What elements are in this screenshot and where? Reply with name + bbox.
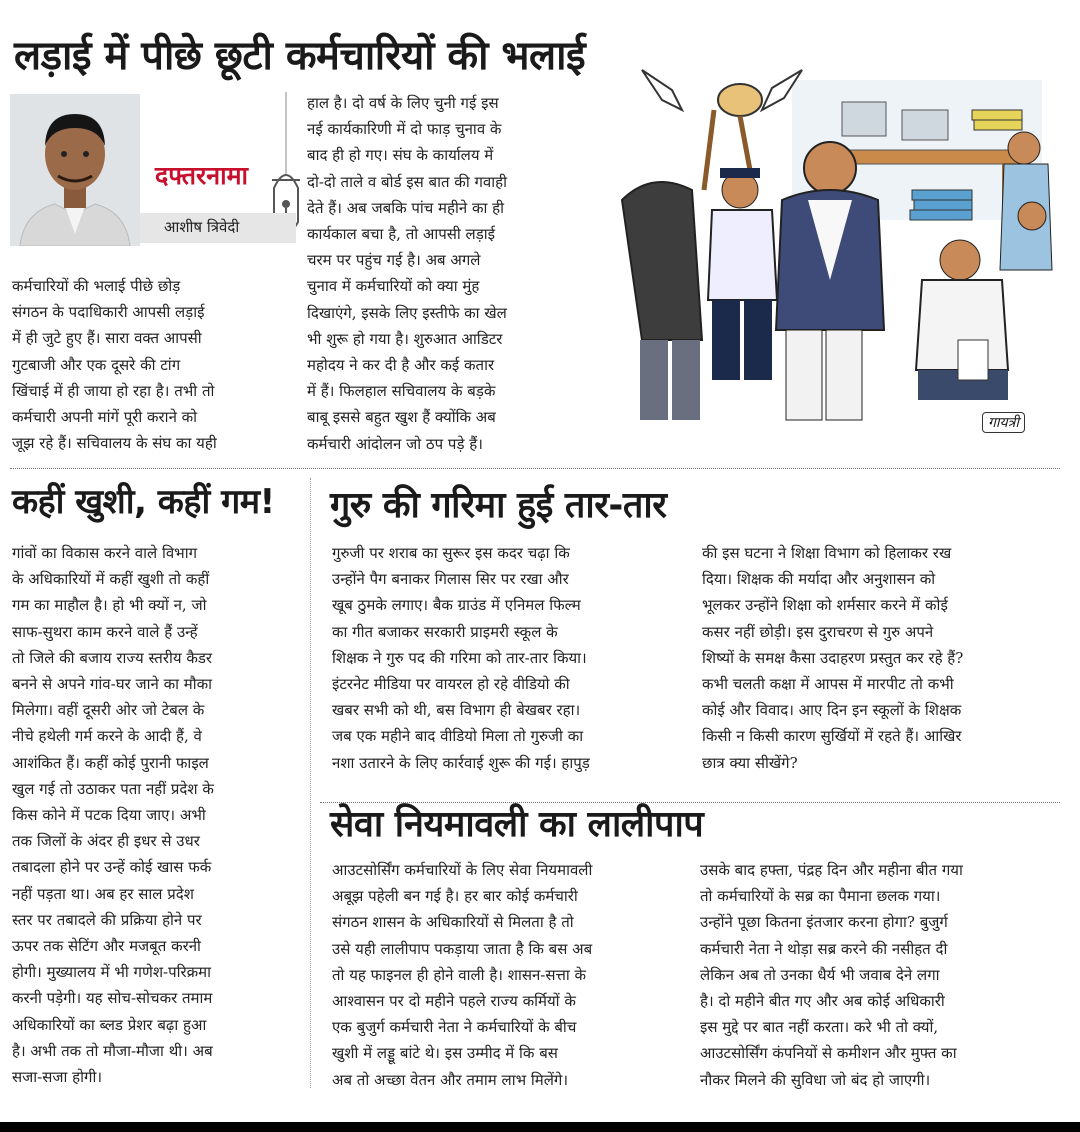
article1-column2-text: हाल है। दो वर्ष के लिए चुनी गई इस नई कार्यकारिणी में दो फाड़ चुनाव के बाद ही हो गए। संघ के कार्यालय में दो-दो ताले व बोर्ड इस बात की गवाही देते हैं। अब जबकि पांच महीने का ही कार्यकाल बचा है, तो आपसी लड़ाई चरम पर पहुंच गई है। अब अगले चुनाव में कर्मचारियों को क्या मुंह दिखाएंगे, इसके लिए इस्तीफे का खेल भी शुरू हो गया है। शुरुआत आडिटर महोदय ने कर दी है और कई कतार में हैं। फिलहाल सचिवालय के बड़के बाबू इससे बहुत खुश हैं क्योंकि अब कर्मचारी आंदोलन जो ठप पड़े हैं। <box>307 94 507 453</box>
section-divider-top <box>10 468 1060 469</box>
article1-column1-text: कर्मचारियों की भलाई पीछे छोड़ संगठन के पदाधिकारी आपसी लड़ाई में ही जुटे हुए हैं। सारा वक्त आपसी गुटबाजी और एक दूसरे की टांग खिंचाई में ही जाया हो रहा है। तभी तो कर्मचारी अपनी मांगें पूरी कराने को जूझ रहे हैं। सचिवालय के संघ का यही <box>12 277 217 453</box>
author-photo <box>10 94 140 246</box>
bottom-border <box>0 1122 1080 1132</box>
headline-article4: सेवा नियमावली का लालीपाप <box>330 804 704 845</box>
article1-column1 <box>12 273 297 456</box>
article3-column1 <box>332 540 692 776</box>
article4-column2-text: उसके बाद हफ्ता, पंद्रह दिन और महीना बीत गया तो कर्मचारियों के सब्र का पैमाना छलक गया। उन्होंने पूछा कितना इंतजार करना होगा? बुजुर्ग कर्मचारी नेता ने थोड़ा सब्र करने की नसीहत दी लेकिन अब तो उनका धैर्य भी जवाब देने लगा है। दो महीने बीत गए और अब कोई अधिकारी इस मुद्दे पर बात नहीं करता। करे भी तो क्यों, आउटसोर्सिंग कंपनियों से कमीशन और मुफ्त का नौकर मिलने की सुविधा जो बंद हो जाएगी। <box>700 861 963 1089</box>
cartoon-illustration <box>612 40 1060 445</box>
article4-column2 <box>700 857 1070 1093</box>
column-divider <box>310 478 311 1088</box>
article4-column1 <box>332 857 697 1093</box>
column-brand-title: दफ्तरनामा <box>155 161 249 190</box>
office-fight-cartoon-icon <box>612 40 1060 445</box>
article3-column1-text: गुरुजी पर शराब का सुरूर इस कदर चढ़ा कि उन्होंने पैग बनाकर गिलास सिर पर रखा और खूब ठुमके लगाए। बैक ग्राउंड में एनिमल फिल्म का गीत बजाकर सरकारी प्राइमरी स्कूल के शिक्षक ने गुरु पद की गरिमा को तार-तार किया। इंटरनेट मीडिया पर वायरल हो रहे वीडियो की खबर सभी को थी, बस विभाग ही बेखबर रहा। जब एक महीने बाद वीडियो मिला तो गुरुजी का नशा उतारने के लिए कार्रवाई शुरू की गई। हापुड़ <box>332 544 590 772</box>
article2-body-text: गांवों का विकास करने वाले विभाग के अधिकारियों में कहीं खुशी तो कहीं गम का माहौल है। हो भी क्यों न, जो साफ-सुथरा काम करने वाले हैं उन्हें तो जिले की बजाय राज्य स्तरीय कैडर बनने से अपने गांव-घर जाने का मौका मिलेगा। वहीं दूसरी ओर जो टेबल के नीचे हथेली गर्म करने के आदी हैं, वे आशंकित हैं। कहीं कोई पुरानी फाइल खुल गई तो उठाकर पता नहीं प्रदेश के किस कोने में पटक दिया जाए। अभी तक जिलों के अंदर ही इधर से उधर तबादला होने पर उन्हें कोई खास फर्क नहीं पड़ता था। अब हर साल प्रदेश स्तर पर तबादले की प्रक्रिया होने पर ऊपर तक सेटिंग और मजबूत करनी होगी। मुख्यालय में भी गणेश-परिक्रमा करनी पड़ेगी। यह सोच-सोचकर तमाम अधिकारियों का ब्लड प्रेशर बढ़ा हुआ है। अभी तक तो मौजा-मौजा थी। अब सजा-सजा होगी। <box>12 544 214 1087</box>
headline-article1: लड़ाई में पीछे छूटी कर्मचारियों की भलाई <box>14 33 586 79</box>
headline-article3: गुरु की गरिमा हुई तार-तार <box>330 485 667 526</box>
cartoon-signature: गायत्री <box>982 412 1025 433</box>
article3-column2-text: की इस घटना ने शिक्षा विभाग को हिलाकर रख दिया। शिक्षक की मर्यादा और अनुशासन को भूलकर उन्होंने शिक्षा को शर्मसार करने में कोई कसर नहीं छोड़ी। इस दुराचरण से गुरु अपने शिष्यों के समक्ष कैसा उदाहरण प्रस्तुत कर रहे हैं? कभी चलती कक्षा में आपस में मारपीट तो कभी कोई और विवाद। आए दिन इन स्कूलों के शिक्षक किसी न किसी कारण सुर्खियों में रहते हैं। आखिर छात्र क्या सीखेंगे? <box>702 544 964 772</box>
headline-article2: कहीं खुशी, कहीं गम! <box>12 482 275 522</box>
author-portrait-icon <box>10 94 140 246</box>
article4-column1-text: आउटसोर्सिंग कर्मचारियों के लिए सेवा नियमावली अबूझ पहेली बन गई है। हर बार कोई कर्मचारी संगठन शासन के अधिकारियों से मिलता है तो उसे यही लालीपाप पकड़ाया जाता है कि बस अब तो यह फाइनल ही होने वाली है। शासन-सत्ता के आश्वासन पर दो महीने पहले राज्य कर्मियों के एक बुजुर्ग कर्मचारी नेता ने कर्मचारियों के बीच खुशी में लड्डू बांटे थे। इस उम्मीद में कि बस अब तो अच्छा वेतन और तमाम लाभ मिलेंगे। <box>332 861 593 1089</box>
author-name-bar <box>140 213 296 243</box>
article1-column2 <box>307 90 607 457</box>
article2-body <box>12 540 302 1090</box>
article3-column2 <box>702 540 1067 776</box>
author-name: आशीष त्रिवेदी <box>164 218 240 236</box>
